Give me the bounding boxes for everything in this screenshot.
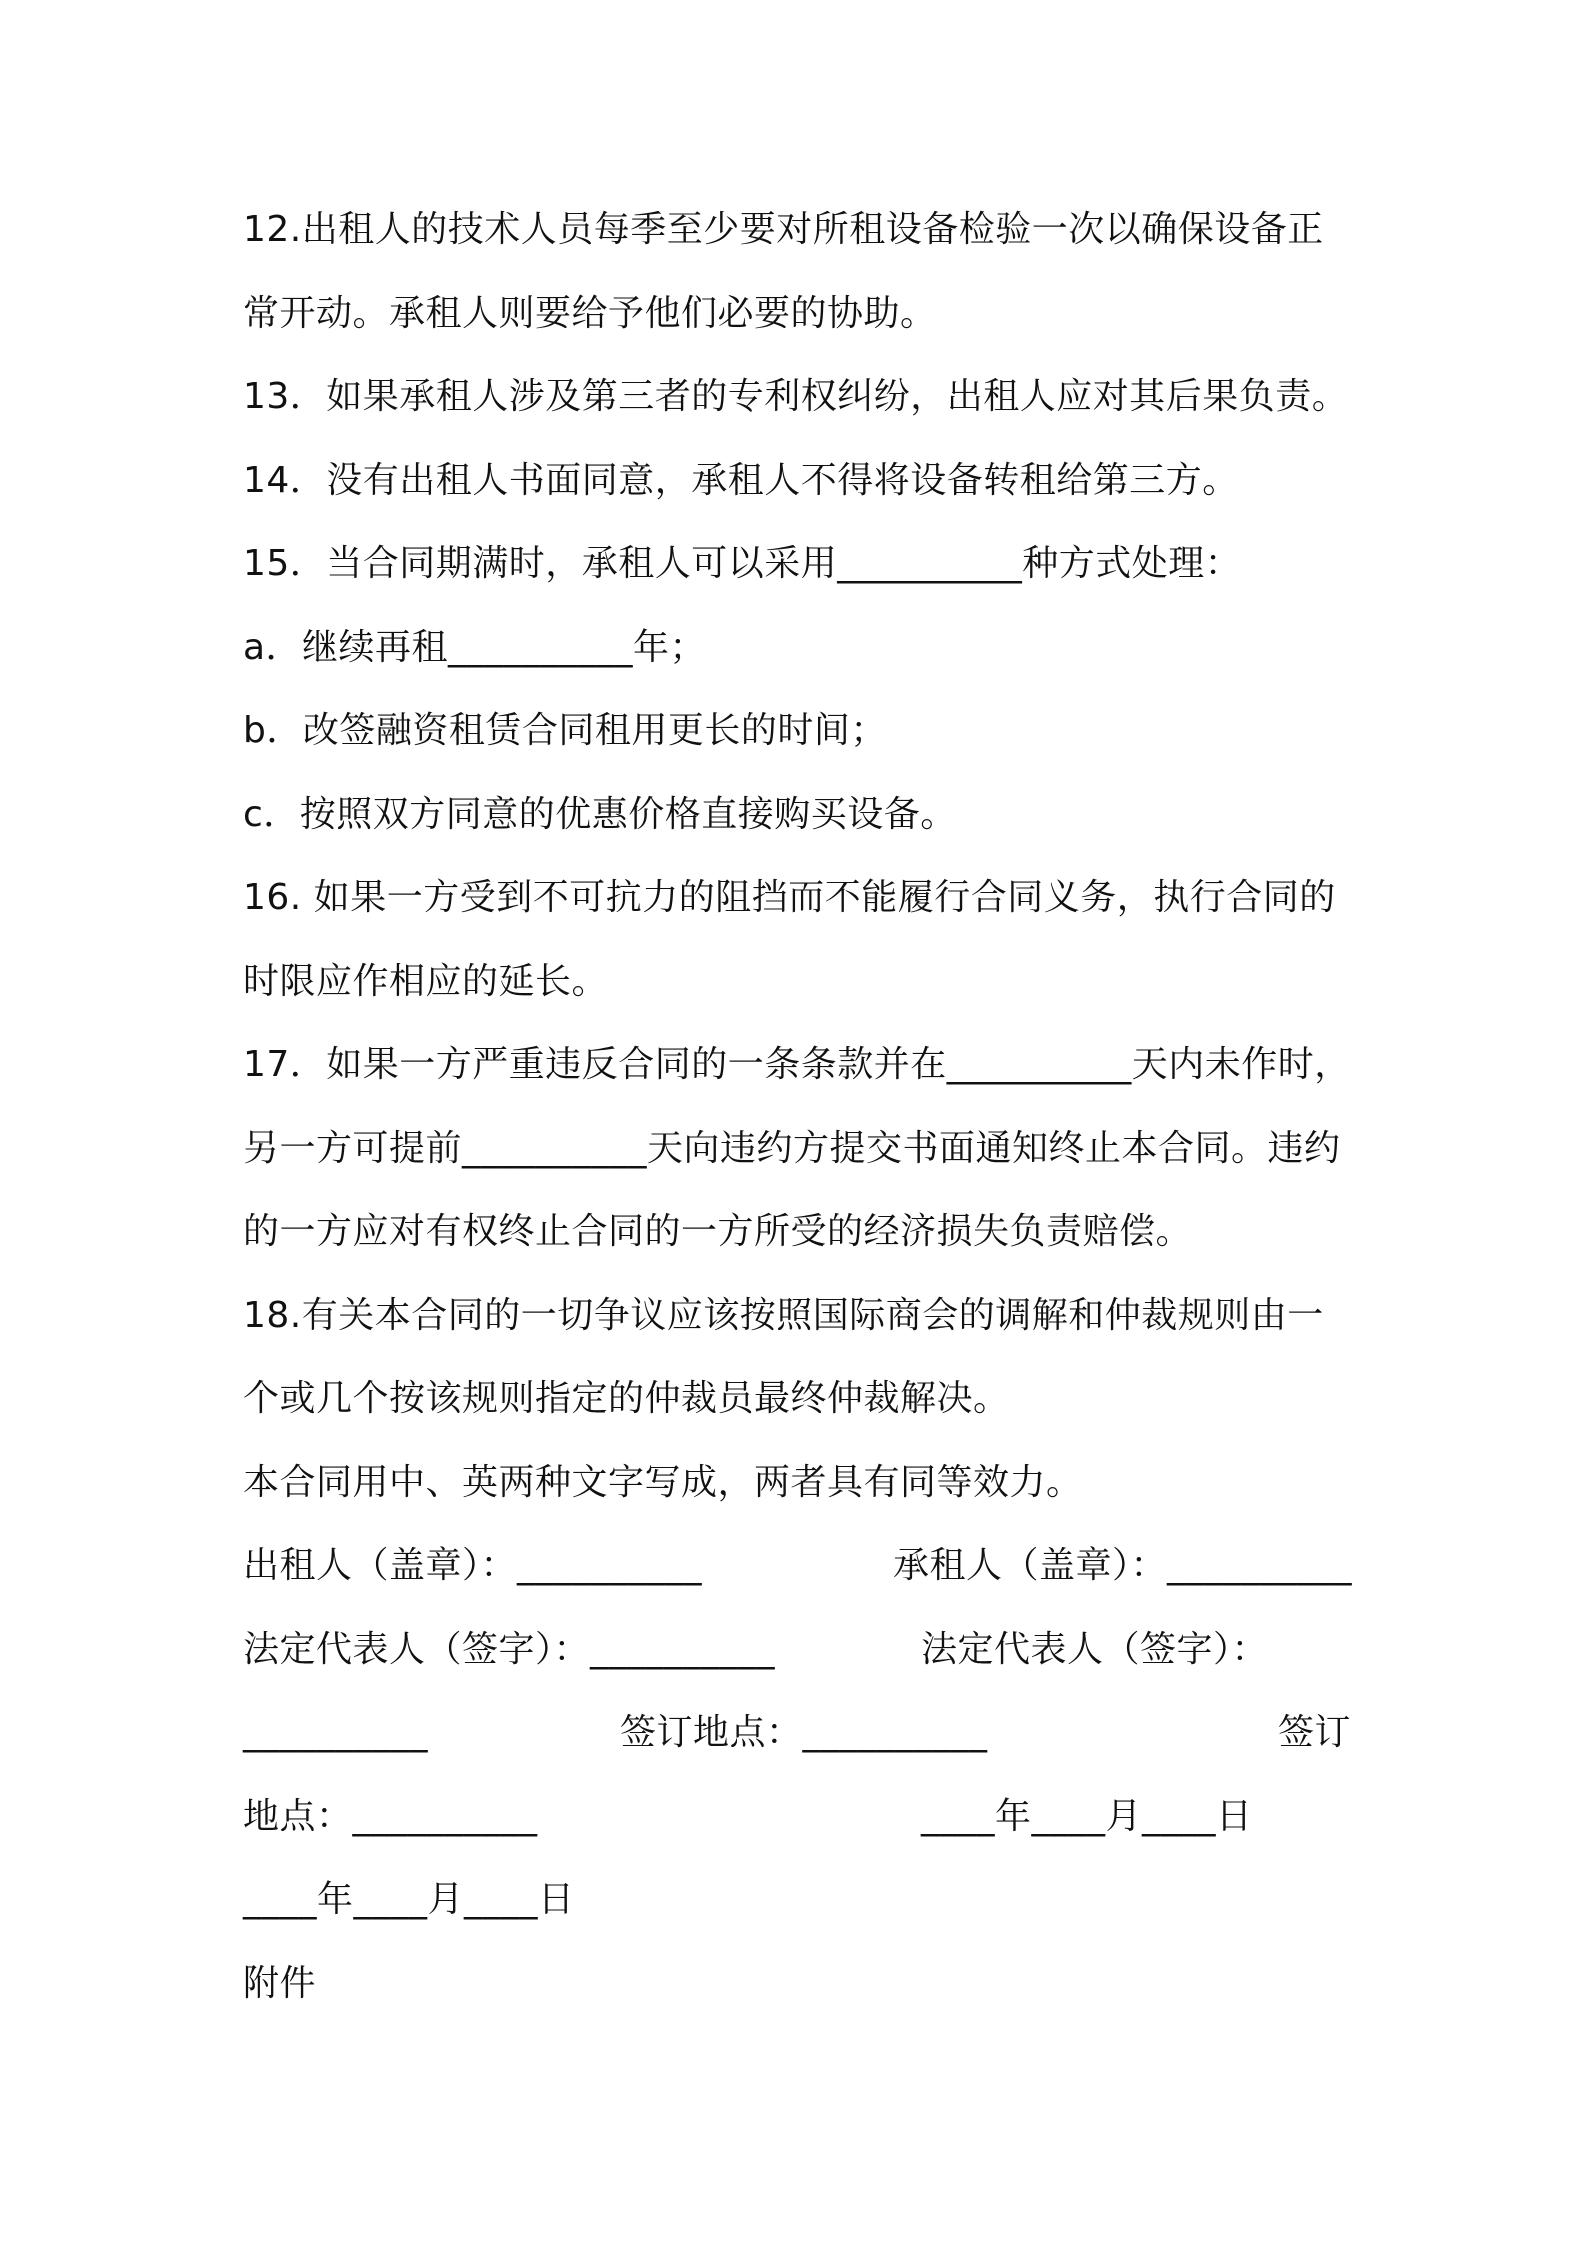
clause-17-line-1: 17．如果一方严重违反合同的一条条款并在__________天内未作时， (243, 1044, 1351, 1085)
lessee-seal-field: 承租人（盖章）：__________ (893, 1545, 1353, 1586)
date-field-left: ____年____月____日 (243, 1879, 575, 1920)
clause-13: 13．如果承租人涉及第三者的专利权纠纷，出租人应对其后果负责。 (243, 376, 1349, 417)
language-clause: 本合同用中、英两种文字写成，两者具有同等效力。 (243, 1462, 1083, 1503)
clause-14: 14．没有出租人书面同意，承租人不得将设备转租给第三方。 (243, 460, 1239, 501)
lessee-representative-blank: __________ (243, 1712, 428, 1753)
date-field-right: ____年____月____日 (921, 1796, 1253, 1837)
clause-15-option-b: b．改签融资租赁合同租用更长的时间； (243, 710, 887, 751)
clause-15-option-a: a．继续再租__________年； (243, 627, 707, 668)
clause-16-line-2: 时限应作相应的延长。 (243, 961, 609, 1002)
clause-12-line-1: 12.出租人的技术人员每季至少要对所租设备检验一次以确保设备正 (243, 209, 1324, 250)
clause-12-line-2: 常开动。承租人则要给予他们必要的协助。 (243, 293, 937, 334)
clause-16-line-1: 16. 如果一方受到不可抗力的阻挡而不能履行合同义务，执行合同的 (243, 877, 1336, 918)
clause-17-line-3: 的一方应对有权终止合同的一方所受的经济损失负责赔偿。 (243, 1211, 1193, 1252)
lessee-representative-label: 法定代表人（签字）： (921, 1629, 1269, 1670)
lessor-seal-field: 出租人（盖章）：__________ (243, 1545, 703, 1586)
clause-15: 15．当合同期满时，承租人可以采用__________种方式处理： (243, 543, 1242, 584)
signing-place-label-part-2: 地点：__________ (243, 1796, 538, 1837)
lessor-representative-field: 法定代表人（签字）：__________ (243, 1629, 776, 1670)
signing-place-label-part-1: 签订 (1278, 1712, 1352, 1753)
clause-17-line-2: 另一方可提前__________天向违约方提交书面通知终止本合同。违约 (243, 1128, 1341, 1169)
signing-place-field: 签订地点：__________ (620, 1712, 988, 1753)
clause-18-line-2: 个或几个按该规则指定的仲裁员最终仲裁解决。 (243, 1378, 1010, 1419)
clause-15-option-c: c．按照双方同意的优惠价格直接购买设备。 (243, 794, 957, 835)
attachment-heading: 附件 (243, 1963, 317, 2004)
clause-18-line-1: 18.有关本合同的一切争议应该按照国际商会的调解和仲裁规则由一 (243, 1295, 1324, 1336)
